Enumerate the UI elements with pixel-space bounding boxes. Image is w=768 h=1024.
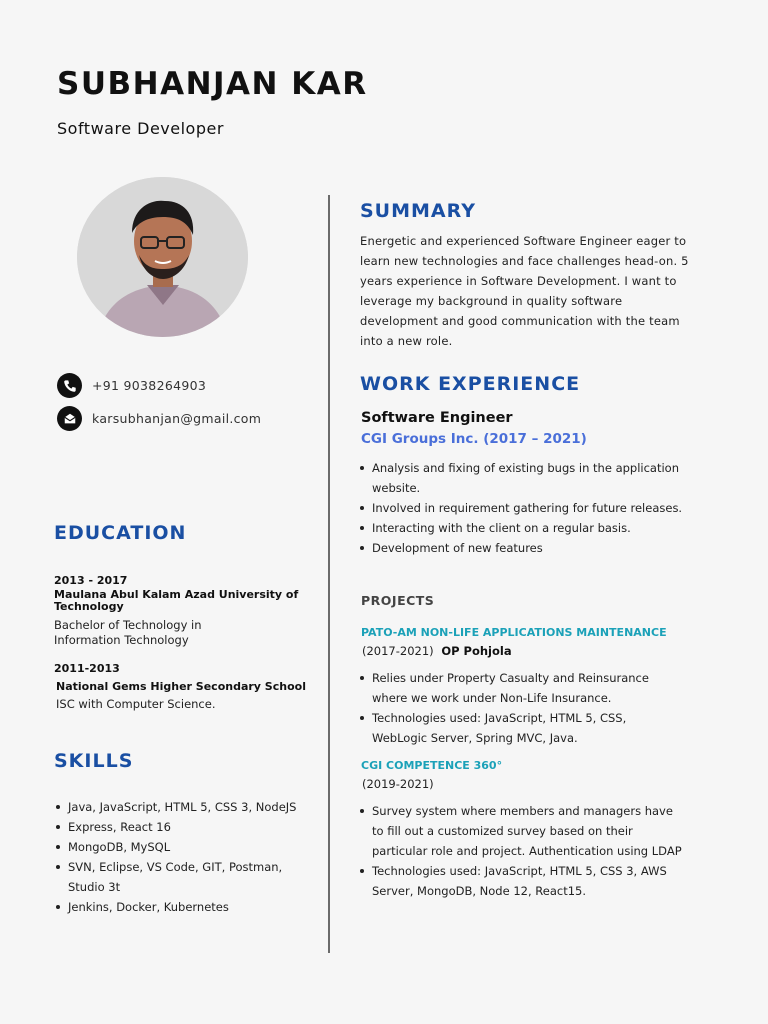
list-item: Relies under Property Casualty and Reinsurance where we work under Non-Life Insurance.: [358, 668, 678, 708]
work-experience-heading: WORK EXPERIENCE: [360, 373, 581, 395]
project-title: CGI COMPETENCE 360°: [361, 759, 503, 772]
list-item: SVN, Eclipse, VS Code, GIT, Postman, Studio 3t: [54, 857, 304, 897]
list-item: Technologies used: JavaScript, HTML 5, CSS, WebLogic Server, Spring MVC, Java.: [358, 708, 678, 748]
skills-list: [54, 797, 304, 917]
job-title: Software Engineer: [361, 410, 513, 426]
company-name: CGI Groups Inc. (2017 – 2021): [361, 431, 587, 447]
phone-number: +91 9038264903: [92, 378, 207, 393]
education-school: National Gems Higher Secondary School: [56, 680, 306, 693]
list-item: Interacting with the client on a regular basis.: [358, 518, 698, 538]
education-years: 2013 - 2017: [54, 574, 128, 587]
list-item: Technologies used: JavaScript, HTML 5, CSS 3, AWS Server, MongoDB, Node 12, React15.: [358, 861, 688, 901]
mail-icon: [57, 406, 82, 431]
project-client: OP Pohjola: [441, 644, 512, 658]
profile-photo: [77, 177, 248, 337]
summary-heading: SUMMARY: [360, 200, 476, 222]
education-entry: [54, 574, 304, 648]
list-item: Java, JavaScript, HTML 5, CSS 3, NodeJS: [54, 797, 304, 817]
list-item: Jenkins, Docker, Kubernetes: [54, 897, 304, 917]
project-date: [362, 777, 434, 791]
education-heading: EDUCATION: [54, 522, 187, 544]
projects-label: PROJECTS: [361, 593, 435, 608]
project-date: [362, 644, 512, 658]
candidate-role: Software Developer: [57, 119, 224, 138]
education-detail: Information Technology: [54, 633, 189, 647]
project-bullets: [358, 668, 678, 748]
work-bullets: [358, 458, 698, 558]
profile-photo-illustration: [77, 177, 248, 337]
phone-row: [57, 373, 206, 398]
project-date-range: (2019-2021): [362, 777, 434, 791]
education-years: 2011-2013: [54, 662, 120, 675]
education-entry: [54, 662, 314, 712]
list-item: Analysis and fixing of existing bugs in the application website.: [358, 458, 698, 498]
candidate-name: SUBHANJAN KAR: [57, 66, 368, 102]
column-divider: [328, 195, 330, 953]
list-item: Survey system where members and managers have to fill out a customized survey based on their particular role and project. Authentication using LDAP: [358, 801, 688, 861]
list-item: Express, React 16: [54, 817, 304, 837]
project-bullets: [358, 801, 688, 901]
education-school: Maulana Abul Kalam Azad University of Technology: [54, 588, 299, 613]
project-title: PATO-AM NON-LIFE APPLICATIONS MAINTENANCE: [361, 626, 667, 639]
list-item: MongoDB, MySQL: [54, 837, 304, 857]
email-address: karsubhanjan@gmail.com: [92, 411, 262, 426]
list-item: Involved in requirement gathering for future releases.: [358, 498, 698, 518]
email-row: [57, 406, 261, 431]
education-detail: ISC with Computer Science.: [56, 697, 216, 711]
education-detail: Bachelor of Technology in: [54, 618, 202, 632]
list-item: Development of new features: [358, 538, 698, 558]
phone-icon: [57, 373, 82, 398]
summary-text: Energetic and experienced Software Engineer eager to learn new technologies and face challenges head-on. 5 years experience in Software Development. I want to leverage my background in quality software development and good communication with the team into a new role.: [360, 234, 689, 348]
project-date-range: (2017-2021): [362, 644, 434, 658]
skills-heading: SKILLS: [54, 750, 134, 772]
